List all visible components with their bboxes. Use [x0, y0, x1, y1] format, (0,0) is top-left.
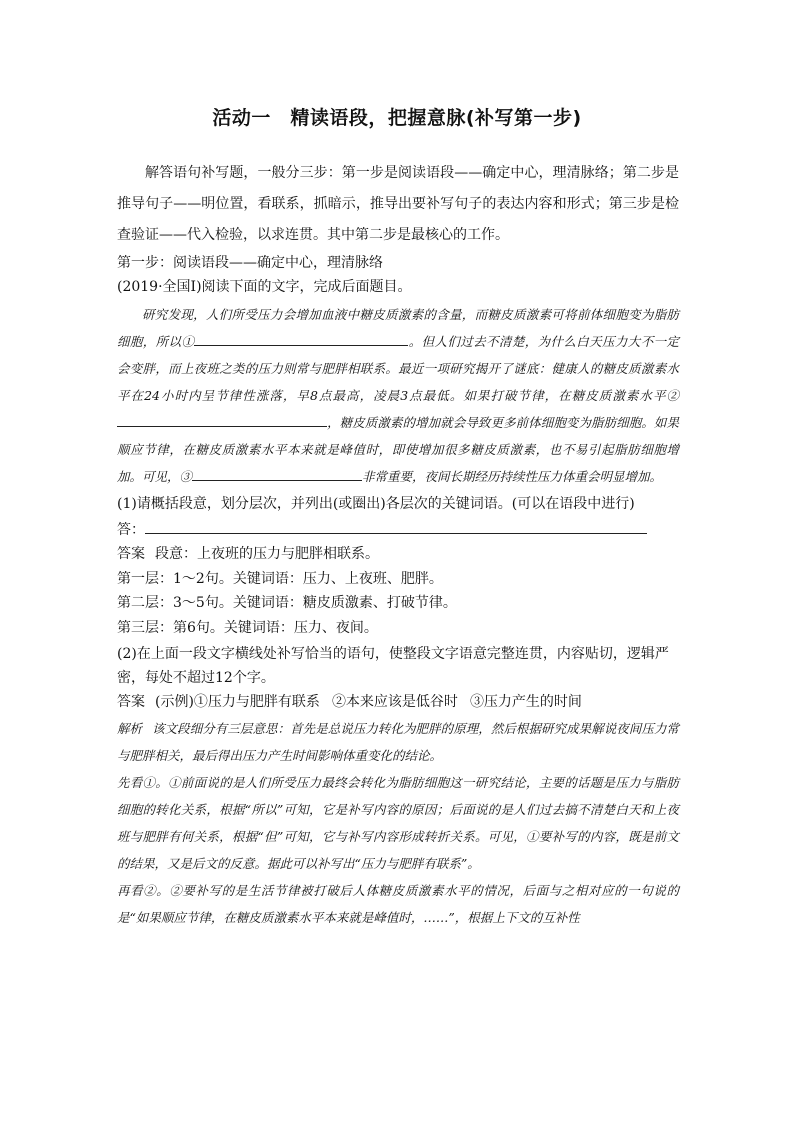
analysis-tag: 解析 — [117, 720, 143, 736]
passage-part-4: 非常重要，夜间长期经历持续性压力体重会明显增加。 — [362, 469, 663, 484]
analysis-text-1: 该文段细分有三层意思：首先是总说压力转化为肥胖的原理，然后根据研究成果解说夜间压力常与肥胖相关，最后得出压力产生时间影响体重变化的结论。 — [117, 720, 679, 763]
step1-heading: 第一步：阅读语段——确定中心，理清脉络 — [117, 255, 383, 271]
layer-3: 第三层：第6句。关键词语：压力、夜间。 — [117, 619, 378, 636]
analysis-paragraph-3: 再看②。②要补写的是生活节律被打破后人体糖皮质激素水平的情况，后面与之相对应的一句说的是“如果顺应节律，在糖皮质激素水平本来就是峰值时，……”，根据上下文的互补性 — [117, 882, 679, 925]
passage-part-2: 。但人们过去不清楚，为什么白天压力大不一定会变胖，而上夜班之类的压力则常与肥胖相联系。最近一项研究揭开了谜底：健康人的糖皮质激素水平在24小时内呈节律性涨落，早8点最高，凌晨3点最低。如果打破节律，在糖皮质激素水平② — [117, 334, 679, 403]
answer-item-2: ②本来应该是低谷时 — [331, 694, 458, 710]
q1-answer-main — [117, 542, 679, 567]
analysis-paragraph-2: 先看①。①前面说的是人们所受压力最终会转化为脂肪细胞这一研究结论，主要的话题是压力与脂肪细胞的转化关系，根据“所以”可知，它是补写内容的原因；后面说的是人们过去搞不清楚白天和上夜班与肥胖有何关系，根据“但”可知，它与补写内容形成转折关系。可见，①要补写的内容，既是前文的结果，又是后文的反意。据此可以补写出“压力与肥胖有联系”。 — [117, 774, 679, 871]
source-line: (2019·全国Ⅰ)阅读下面的文字，完成后面题目。 — [117, 279, 412, 295]
answer-prefix: 答： — [117, 522, 145, 538]
answer-item-1: (示例)①压力与肥胖有联系 — [155, 694, 320, 710]
answer-main-text: 段意：上夜班的压力与肥胖相联系。 — [155, 546, 379, 562]
analysis-paragraph-1 — [117, 715, 679, 769]
answer-line — [117, 518, 679, 542]
answer-tag: 答案 — [117, 546, 145, 562]
blank-1[interactable] — [194, 331, 408, 346]
page-title: 活动一 精读语段，把握意脉(补写第一步) — [212, 107, 582, 129]
blank-2[interactable] — [117, 412, 327, 427]
answer-item-3: ③压力产生的时间 — [469, 694, 582, 710]
reading-passage — [117, 301, 679, 490]
question-1: (1)请概括段意，划分层次，并列出(或圈出)各层次的关键词语。(可以在语段中进行) — [117, 496, 635, 512]
layer-2: 第二层：3～5句。关键词语：糖皮质激素、打破节律。 — [117, 595, 457, 611]
answer-blank[interactable] — [145, 519, 647, 534]
layer-1: 第一层：1～2句。关键词语：压力、上夜班、肥胖。 — [117, 570, 443, 587]
question-2: (2)在上面一段文字横线处补写恰当的语句，使整段文字语意完整连贯，内容贴切，逻辑严密，每处不超过12个字。 — [117, 646, 669, 686]
document-body — [117, 158, 679, 931]
blank-3[interactable] — [192, 466, 362, 481]
passage-part-1: 研究发现，人们所受压力会增加血液中糖皮质激素的含量，而糖皮质激素可将前体细胞变为脂肪细胞，所以① — [117, 307, 679, 349]
q2-answer — [117, 690, 679, 715]
intro-paragraph: 解答语句补写题，一般分三步：第一步是阅读语段——确定中心，理清脉络；第二步是推导句子——明位置，看联系，抓暗示，推导出要补写句子的表达内容和形式；第三步是检查验证——代入检验，以求连贯。其中第二步是最核心的工作。 — [117, 165, 679, 243]
passage-part-3: ，糖皮质激素的增加就会导致更多前体细胞变为脂肪细胞。如果顺应节律，在糖皮质激素水平本来就是峰值时，即使增加很多糖皮质激素，也不易引起脂肪细胞增加。可见，③ — [117, 415, 679, 484]
answer-tag: 答案 — [117, 694, 145, 710]
